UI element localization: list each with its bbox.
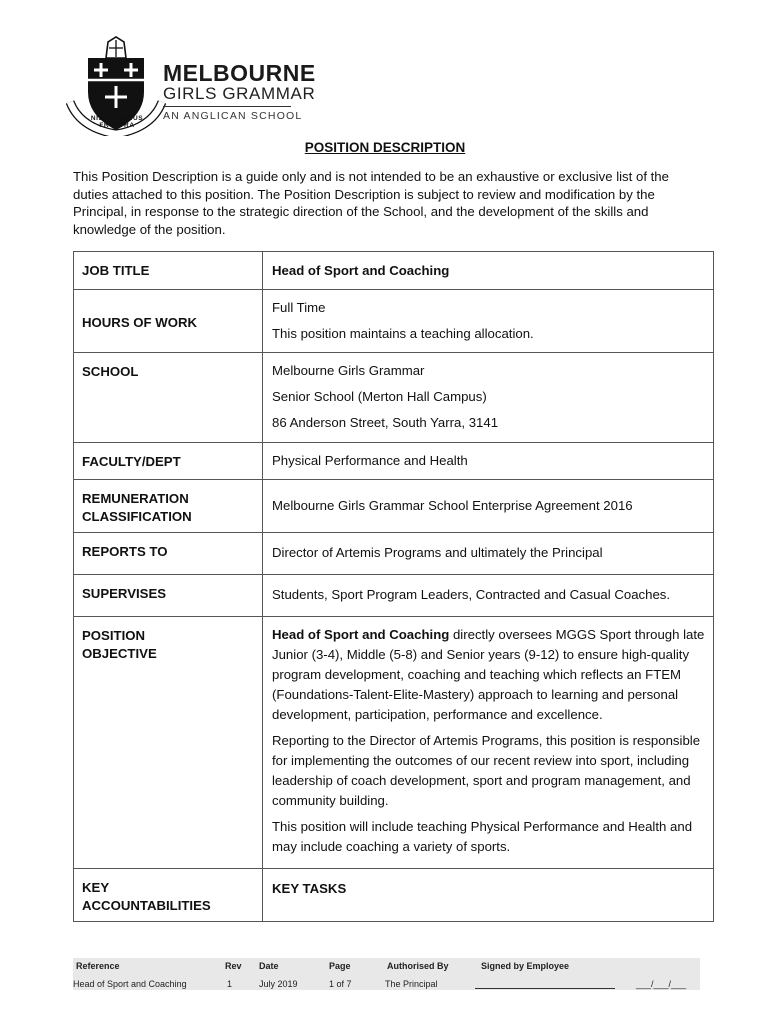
label-key [74,869,263,922]
objective-paragraph-3: This position will include teaching Physical Performance and Health and may include coaching a variety of sports. [272,819,693,854]
row-remuneration [74,480,714,533]
remuneration-label-2: CLASSIFICATION [82,509,192,524]
value-key-tasks: KEY TASKS [263,869,714,922]
row-job-title [74,252,714,290]
footer-header-page: Page [329,961,351,971]
signature-line[interactable] [475,988,615,989]
value-reports-to: Director of Artemis Programs and ultimately the Principal [263,533,714,575]
signature-date-field[interactable]: ___/___/___ [636,979,687,989]
value-hours [263,290,714,353]
footer-authorised-by: The Principal [385,979,438,989]
value-remuneration: Melbourne Girls Grammar School Enterprise Agreement 2016 [263,480,714,533]
value-faculty: Physical Performance and Health [263,443,714,480]
label-remuneration [74,480,263,533]
label-supervises: SUPERVISES [74,575,263,617]
hours-line-1: Full Time [272,300,326,315]
position-table [73,251,714,922]
value-job-title: Head of Sport and Coaching [263,252,714,290]
footer-page: 1 of 7 [329,979,352,989]
row-objective [74,617,714,869]
school-line-1: Melbourne Girls Grammar [272,363,425,378]
label-job-title: JOB TITLE [74,252,263,290]
label-school: SCHOOL [74,353,263,443]
footer-rev: 1 [227,979,233,989]
logo-name: MELBOURNE [163,60,316,86]
crest-motto: NISI DOMINUS FRUSTRA [90,115,144,129]
document-footer [73,958,700,990]
objective-text-1: directly oversees MGGS Sport through late Junior (3-4), Middle (5-8) and Senior years (9-12) to ensure high-quality program development, coaching and teaching which reflects an FTEM (Foundations-Talent-Elite-Mastery) approach to learning and personal development, participation, performance and excellence. [272,627,705,722]
objective-paragraph-2: Reporting to the Director of Artemis Programs, this position is responsible for implementing the outcomes of our recent review into sport, including leadership of coach development, sport and program management, and community building. [272,733,701,808]
footer-header-authorised: Authorised By [387,961,449,971]
remuneration-label-1: REMUNERATION [82,491,189,506]
row-reports-to [74,533,714,575]
label-reports-to: REPORTS TO [74,533,263,575]
logo-wordmark [163,62,316,122]
intro-paragraph: This Position Description is a guide only and is not intended to be an exhaustive or exclusive list of the duties attached to this position. The Position Description is subject to review and modification by the Principal, in response to the strategic direction of the School, and the development of the skills and knowledge of the position. [73,169,669,237]
label-hours: HOURS OF WORK [74,290,263,353]
logo-subname: GIRLS GRAMMAR [163,84,316,103]
logo-tagline: AN ANGLICAN SCHOOL [163,110,303,122]
school-line-3: 86 Anderson Street, South Yarra, 3141 [272,415,499,430]
school-line-2: Senior School (Merton Hall Campus) [272,389,487,404]
row-key [74,869,714,922]
objective-job-title: Head of Sport and Coaching [272,627,450,642]
footer-header-signed: Signed by Employee [481,961,570,971]
objective-paragraph-1 [272,625,705,725]
value-objective [263,617,714,869]
footer-reference: Head of Sport and Coaching [73,979,187,989]
label-objective [74,617,263,869]
value-school [263,353,714,443]
row-supervises [74,575,714,617]
value-supervises: Students, Sport Program Leaders, Contracted and Casual Coaches. [263,575,714,617]
label-faculty: FACULTY/DEPT [74,443,263,480]
hours-line-2: This position maintains a teaching allocation. [272,326,534,341]
objective-label-1: POSITION [82,628,146,643]
footer-header-date: Date [259,961,279,971]
footer-header-reference: Reference [76,961,120,971]
row-school [74,353,714,443]
row-hours [74,290,714,353]
key-label-1: KEY [82,880,110,895]
objective-label-2: OBJECTIVE [82,646,157,661]
footer-date: July 2019 [259,979,298,989]
footer-header-rev: Rev [225,961,242,971]
row-faculty [74,443,714,480]
document-title: POSITION DESCRIPTION [304,140,466,155]
key-label-2: ACCOUNTABILITIES [82,898,211,913]
logo-divider [163,106,291,107]
